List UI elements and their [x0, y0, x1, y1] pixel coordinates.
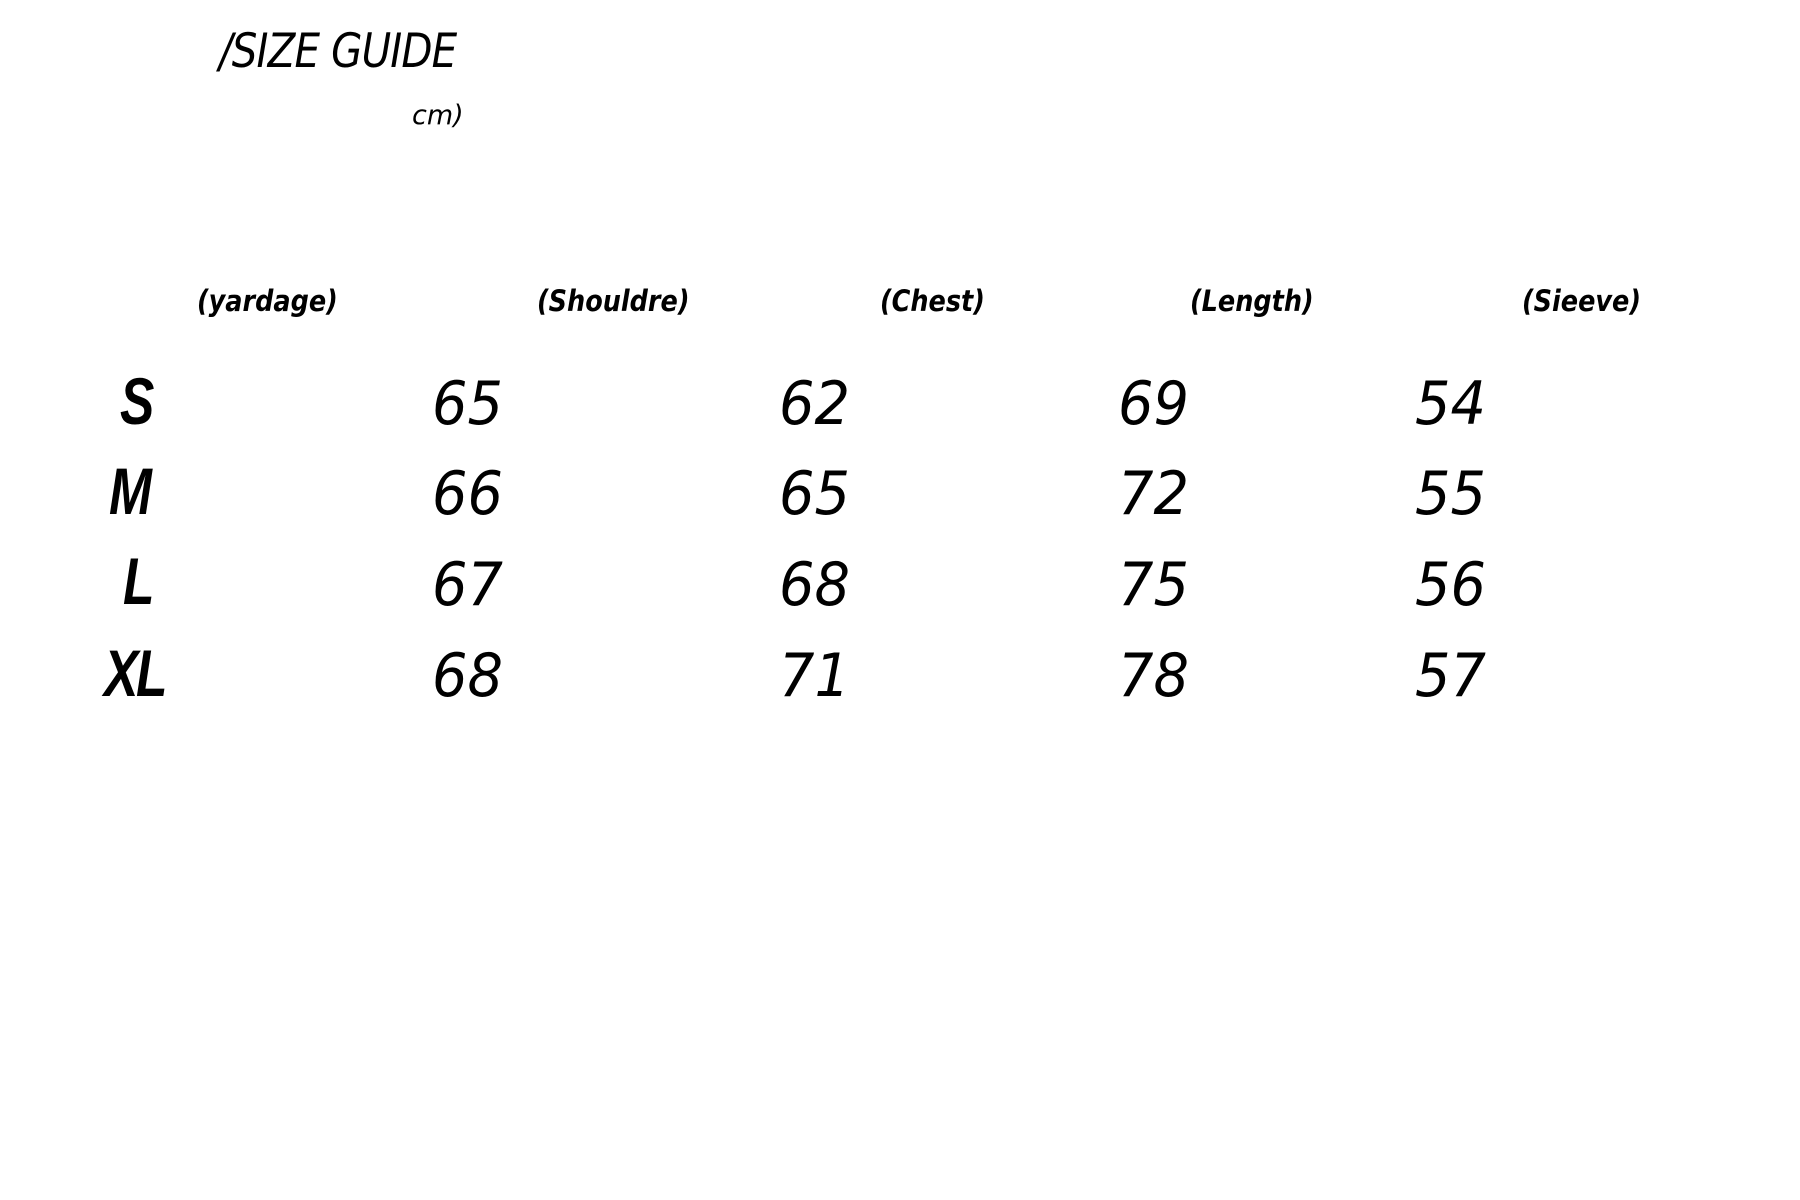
table-cell: 55 — [1415, 459, 1487, 529]
size-label: M — [109, 454, 150, 528]
page-title: /SIZE GUIDE — [219, 24, 457, 79]
header-yardage: (yardage) — [197, 284, 338, 318]
header-sleeve: (Sieeve) — [1522, 284, 1642, 318]
table-cell: 78 — [1118, 641, 1190, 711]
size-label: XL — [104, 636, 166, 710]
table-cell: 67 — [432, 550, 504, 620]
table-cell: 68 — [779, 550, 851, 620]
header-length: (Length) — [1190, 284, 1314, 318]
unit-label: cm) — [412, 100, 464, 131]
size-label: S — [120, 364, 153, 438]
table-cell: 56 — [1415, 550, 1487, 620]
table-cell: 68 — [432, 641, 504, 711]
size-label: L — [123, 544, 153, 618]
header-shoulder: (Shouldre) — [537, 284, 690, 318]
table-cell: 54 — [1415, 369, 1487, 439]
table-cell: 69 — [1118, 369, 1190, 439]
table-cell: 65 — [432, 369, 504, 439]
table-cell: 57 — [1415, 641, 1487, 711]
table-cell: 72 — [1118, 459, 1190, 529]
table-cell: 65 — [779, 459, 851, 529]
header-chest: (Chest) — [880, 284, 985, 318]
table-cell: 71 — [779, 641, 851, 711]
table-cell: 62 — [779, 369, 851, 439]
table-cell: 66 — [432, 459, 504, 529]
table-cell: 75 — [1118, 550, 1190, 620]
